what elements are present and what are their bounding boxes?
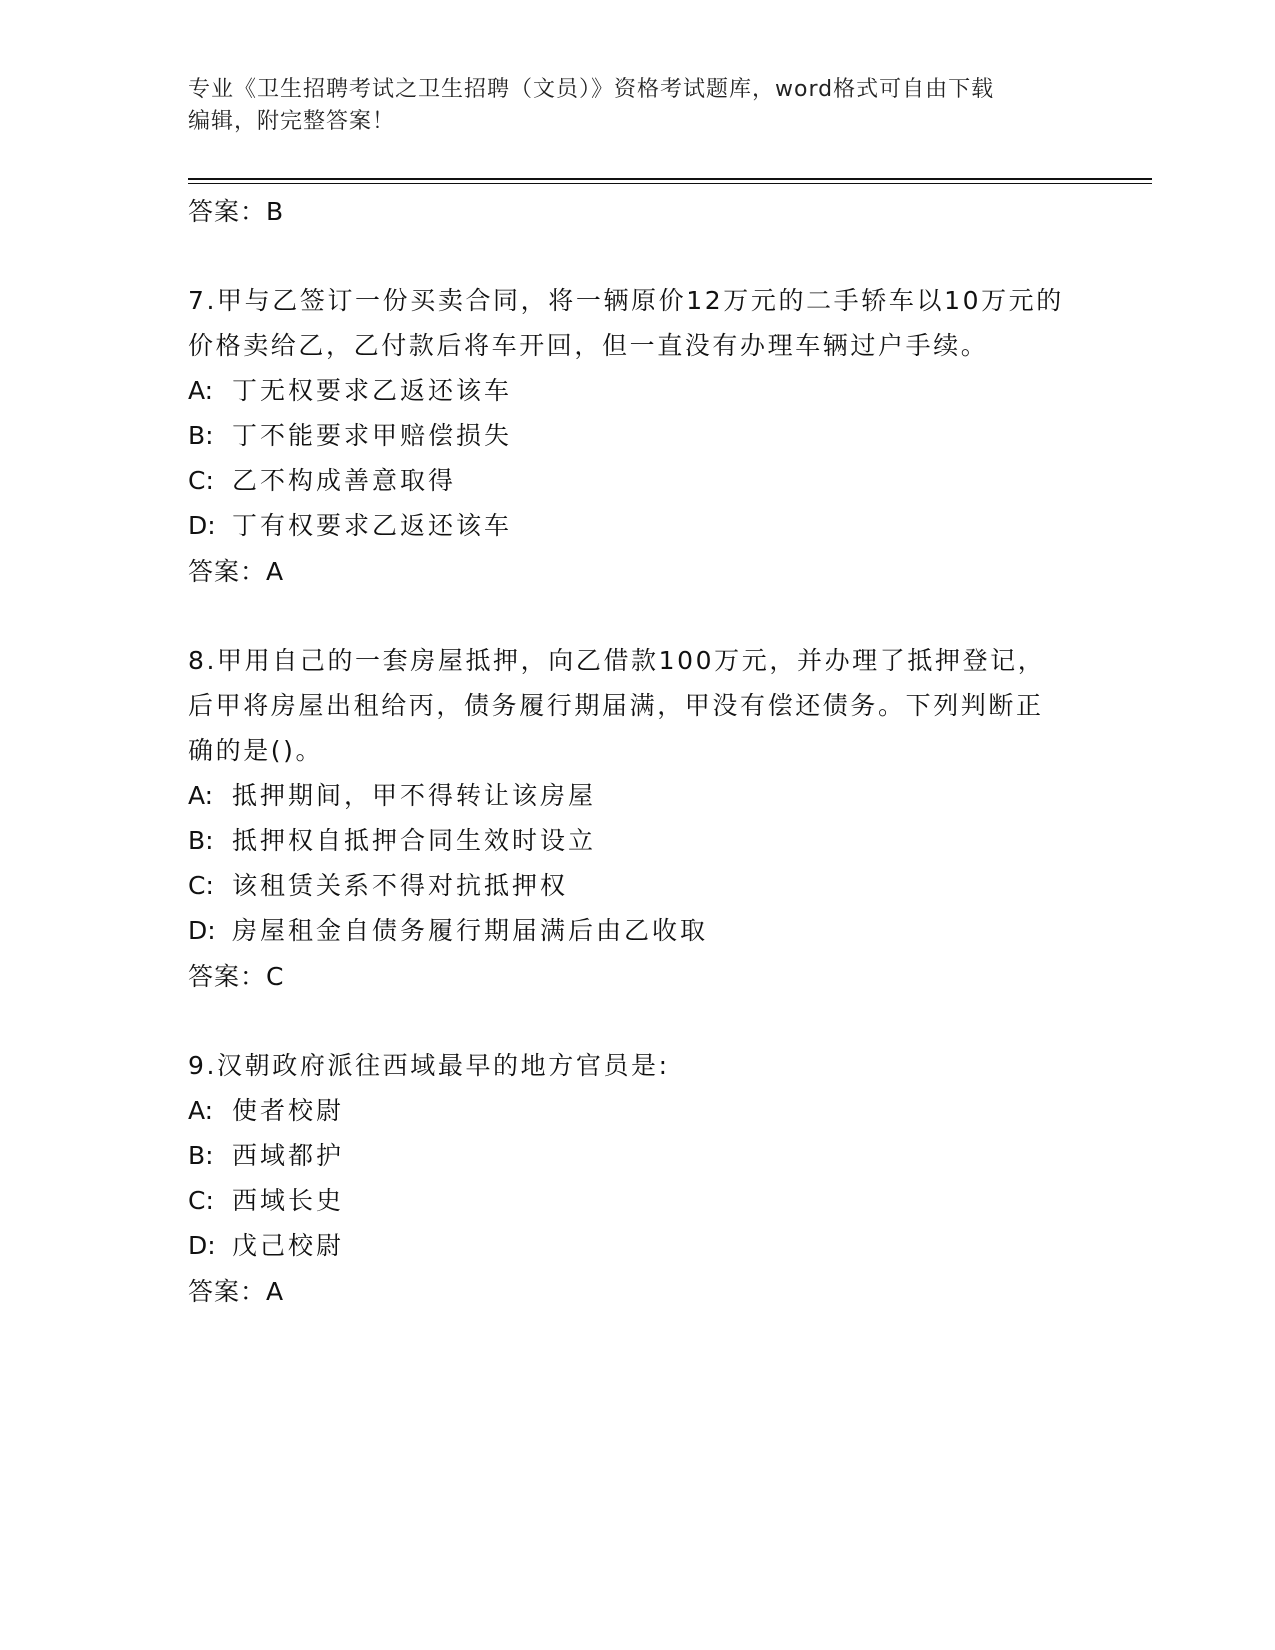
option-text: 戊己校尉: [232, 1231, 345, 1260]
question-8: [188, 638, 1068, 1001]
option-text: 乙不构成善意取得: [232, 466, 457, 495]
question-text: 8.甲用自己的一套房屋抵押，向乙借款100万元，并办理了抵押登记，后甲将房屋出租给丙，债务履行期届满，甲没有偿还债务。下列判断正确的是()。: [188, 646, 1046, 765]
option-key: A:: [188, 1096, 214, 1125]
option-key: C:: [188, 466, 214, 495]
option-key: A:: [188, 781, 214, 810]
option-text: 丁无权要求乙返还该车: [232, 376, 513, 405]
option-b: [188, 1133, 1068, 1178]
option-a: [188, 1088, 1068, 1133]
option-text: 丁有权要求乙返还该车: [232, 511, 513, 540]
option-text: 西域长史: [232, 1186, 345, 1215]
option-key: B:: [188, 1141, 214, 1170]
option-c: [188, 863, 1068, 908]
option-text: 西域都护: [232, 1141, 345, 1170]
option-c: [188, 458, 1068, 503]
option-key: B:: [188, 826, 214, 855]
question-list: [188, 188, 1068, 1316]
header-line-2: 编辑，附完整答案！: [188, 109, 396, 134]
question-7: [188, 278, 1068, 596]
question-text: 7.甲与乙签订一份买卖合同，将一辆原价12万元的二手轿车以10万元的价格卖给乙，乙付款后将车开回，但一直没有办理车辆过户手续。: [188, 286, 1064, 360]
option-d: [188, 908, 1068, 953]
header-divider-thin: [188, 183, 1152, 184]
option-c: [188, 1178, 1068, 1223]
option-text: 丁不能要求甲赔偿损失: [232, 421, 513, 450]
option-key: D:: [188, 1231, 216, 1260]
option-key: D:: [188, 511, 216, 540]
option-key: C:: [188, 1186, 214, 1215]
question-9: [188, 1043, 1068, 1316]
option-b: [188, 413, 1068, 458]
question-text: 9.汉朝政府派往西域最早的地方官员是:: [188, 1051, 670, 1080]
option-d: [188, 1223, 1068, 1268]
header-divider-thick: [188, 178, 1152, 180]
option-b: [188, 818, 1068, 863]
option-key: D:: [188, 916, 216, 945]
option-text: 该租赁关系不得对抗抵押权: [232, 871, 569, 900]
answer-line: 答案：C: [188, 962, 285, 991]
option-key: A:: [188, 376, 214, 405]
option-a: [188, 773, 1068, 818]
header-line-1: 专业《卫生招聘考试之卫生招聘（文员）》资格考试题库，word格式可自由下载: [188, 77, 995, 102]
option-text: 抵押权自抵押合同生效时设立: [232, 826, 597, 855]
option-text: 房屋租金自债务履行期届满后由乙收取: [232, 916, 709, 945]
answer-line: 答案：A: [188, 557, 285, 586]
option-key: B:: [188, 421, 214, 450]
answer-line: 答案：A: [188, 1277, 285, 1306]
document-header: [188, 74, 1068, 138]
previous-answer: 答案：B: [188, 197, 285, 226]
option-key: C:: [188, 871, 214, 900]
option-a: [188, 368, 1068, 413]
option-text: 使者校尉: [232, 1096, 345, 1125]
option-text: 抵押期间，甲不得转让该房屋: [232, 781, 597, 810]
option-d: [188, 503, 1068, 548]
